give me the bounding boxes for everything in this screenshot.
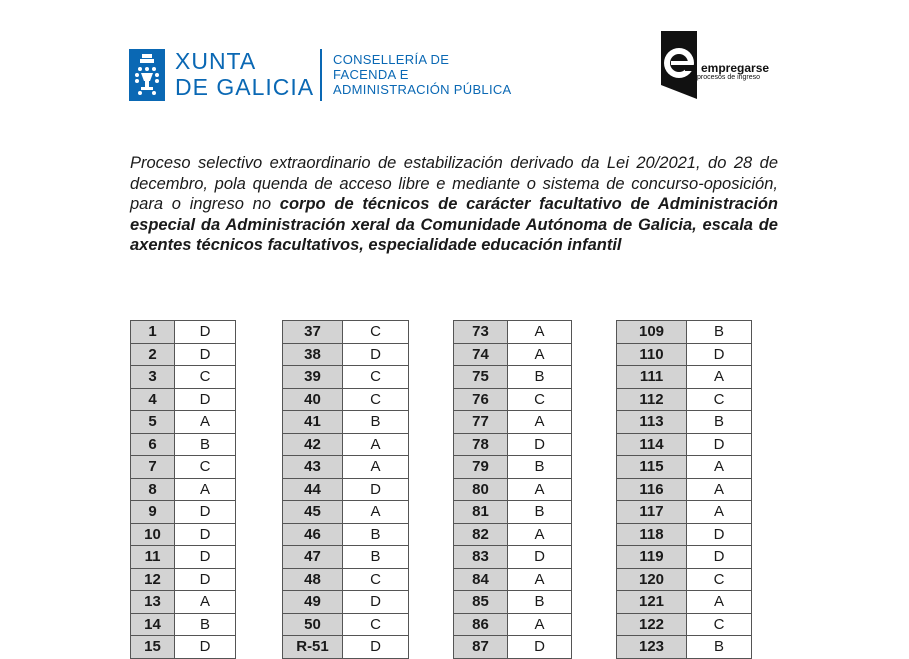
question-number: 120: [617, 568, 687, 591]
answer-row: [283, 388, 409, 411]
question-number: 77: [454, 411, 508, 434]
answer-row: [283, 636, 409, 659]
answer-row: [131, 388, 236, 411]
xunta-shield-icon: [129, 49, 165, 101]
answer-letter: A: [508, 523, 572, 546]
answer-letter: C: [343, 568, 409, 591]
answer-row: [131, 501, 236, 524]
answer-letter: B: [508, 591, 572, 614]
question-number: 86: [454, 613, 508, 636]
answer-row: [131, 478, 236, 501]
question-number: 13: [131, 591, 175, 614]
answer-letter: D: [687, 523, 752, 546]
answer-letter: A: [343, 501, 409, 524]
question-number: 41: [283, 411, 343, 434]
answer-letter: D: [343, 343, 409, 366]
answer-row: [617, 501, 752, 524]
answer-letter: C: [508, 388, 572, 411]
question-number: 47: [283, 546, 343, 569]
question-number: 44: [283, 478, 343, 501]
answer-letter: C: [687, 613, 752, 636]
answer-row: [131, 523, 236, 546]
question-number: 39: [283, 366, 343, 389]
question-number: 87: [454, 636, 508, 659]
answer-letter: C: [343, 366, 409, 389]
answer-row: [454, 613, 572, 636]
question-number: 14: [131, 613, 175, 636]
answer-row: [617, 636, 752, 659]
question-number: 9: [131, 501, 175, 524]
answer-letter: B: [508, 456, 572, 479]
answer-row: [131, 613, 236, 636]
empregarse-logo-icon: [657, 29, 701, 99]
answer-row: [454, 478, 572, 501]
answer-row: [454, 366, 572, 389]
answer-row: [283, 478, 409, 501]
answer-letter: A: [175, 591, 236, 614]
answer-row: [283, 613, 409, 636]
answer-letter: D: [175, 523, 236, 546]
answer-row: [454, 456, 572, 479]
answer-letter: A: [687, 501, 752, 524]
answer-row: [454, 568, 572, 591]
answer-letter: D: [508, 636, 572, 659]
question-number: 113: [617, 411, 687, 434]
question-number: 50: [283, 613, 343, 636]
answer-letter: D: [687, 343, 752, 366]
question-number: 1: [131, 321, 175, 344]
question-number: 5: [131, 411, 175, 434]
answer-row: [283, 321, 409, 344]
question-number: 49: [283, 591, 343, 614]
answer-letter: D: [343, 591, 409, 614]
answer-letter: D: [508, 433, 572, 456]
question-number: 74: [454, 343, 508, 366]
answer-row: [283, 433, 409, 456]
answer-letter: B: [508, 366, 572, 389]
question-number: 121: [617, 591, 687, 614]
answer-row: [283, 568, 409, 591]
answer-row: [131, 546, 236, 569]
conselleria-name: [333, 52, 512, 97]
question-number: 6: [131, 433, 175, 456]
answer-letter: A: [687, 591, 752, 614]
answer-letter: D: [175, 546, 236, 569]
answer-letter: D: [508, 546, 572, 569]
answer-letter: B: [687, 636, 752, 659]
answer-row: [131, 591, 236, 614]
answer-row: [131, 568, 236, 591]
answer-letter: A: [508, 568, 572, 591]
question-number: 75: [454, 366, 508, 389]
question-number: 116: [617, 478, 687, 501]
answer-letter: D: [687, 433, 752, 456]
answer-letter: D: [343, 478, 409, 501]
answer-row: [131, 411, 236, 434]
answer-letter: D: [175, 636, 236, 659]
answer-letter: C: [343, 321, 409, 344]
question-number: 45: [283, 501, 343, 524]
xunta-de-galicia-wordmark: [175, 48, 314, 100]
answer-row: [131, 456, 236, 479]
question-number: 2: [131, 343, 175, 366]
answer-row: [454, 321, 572, 344]
answer-letter: D: [175, 388, 236, 411]
answer-letter: B: [175, 433, 236, 456]
question-number: 110: [617, 343, 687, 366]
answer-row: [283, 523, 409, 546]
answer-letter: C: [343, 613, 409, 636]
conselleria-line-1: CONSELLERÍA DE: [333, 52, 450, 67]
answer-letter: B: [175, 613, 236, 636]
question-number: 12: [131, 568, 175, 591]
process-description: [130, 153, 778, 256]
answer-row: [283, 546, 409, 569]
answer-row: [131, 433, 236, 456]
question-number: 46: [283, 523, 343, 546]
question-number: 82: [454, 523, 508, 546]
answer-letter: A: [175, 411, 236, 434]
question-number: 115: [617, 456, 687, 479]
question-number: 8: [131, 478, 175, 501]
answer-row: [617, 366, 752, 389]
answer-row: [454, 591, 572, 614]
answer-letter: D: [175, 321, 236, 344]
answer-letter: C: [175, 456, 236, 479]
question-number: 15: [131, 636, 175, 659]
answer-row: [283, 456, 409, 479]
answer-row: [283, 411, 409, 434]
answer-letter: D: [175, 501, 236, 524]
answers-table-3: [453, 320, 572, 659]
answer-row: [283, 343, 409, 366]
question-number: R-51: [283, 636, 343, 659]
answer-row: [283, 501, 409, 524]
answer-row: [617, 613, 752, 636]
answer-letter: B: [687, 411, 752, 434]
question-number: 84: [454, 568, 508, 591]
answer-letter: D: [343, 636, 409, 659]
question-number: 81: [454, 501, 508, 524]
question-number: 7: [131, 456, 175, 479]
question-number: 10: [131, 523, 175, 546]
question-number: 80: [454, 478, 508, 501]
process-description-plain: Proceso selectivo extraordinario de estabilización derivado da Lei 20/2021, do 28 de decembro, pola quenda de acceso libre e mediante o sistema de concurso-oposición, para o ingreso no: [130, 154, 778, 213]
answers-table-1: [130, 320, 236, 659]
answers-table-4: [616, 320, 752, 659]
answer-letter: C: [687, 568, 752, 591]
answer-row: [131, 636, 236, 659]
answer-letter: A: [508, 478, 572, 501]
question-number: 109: [617, 321, 687, 344]
question-number: 40: [283, 388, 343, 411]
question-number: 114: [617, 433, 687, 456]
answer-row: [617, 456, 752, 479]
answer-row: [617, 411, 752, 434]
answer-row: [617, 433, 752, 456]
answer-letter: C: [687, 388, 752, 411]
answer-row: [617, 321, 752, 344]
answer-letter: A: [508, 321, 572, 344]
answer-row: [283, 591, 409, 614]
answer-letter: A: [508, 411, 572, 434]
answer-letter: A: [343, 456, 409, 479]
question-number: 38: [283, 343, 343, 366]
answer-row: [617, 546, 752, 569]
question-number: 122: [617, 613, 687, 636]
answer-row: [617, 343, 752, 366]
answer-letter: C: [175, 366, 236, 389]
answer-letter: B: [508, 501, 572, 524]
answer-letter: A: [175, 478, 236, 501]
question-number: 11: [131, 546, 175, 569]
answer-row: [617, 388, 752, 411]
question-number: 85: [454, 591, 508, 614]
question-number: 43: [283, 456, 343, 479]
answer-row: [131, 321, 236, 344]
question-number: 112: [617, 388, 687, 411]
answer-letter: D: [175, 343, 236, 366]
header-divider: [320, 49, 322, 101]
answer-row: [454, 523, 572, 546]
question-number: 111: [617, 366, 687, 389]
question-number: 76: [454, 388, 508, 411]
process-description-bold: corpo de técnicos de carácter facultativo de Administración especial da Administración xeral da Comunidade Autónoma de Galicia, escala de axentes técnicos facultativos, especialidade educación infantil: [130, 195, 778, 254]
answer-row: [617, 591, 752, 614]
answer-letter: B: [687, 321, 752, 344]
answer-letter: A: [343, 433, 409, 456]
answer-row: [617, 478, 752, 501]
answer-row: [454, 411, 572, 434]
xunta-line-2: DE GALICIA: [175, 74, 315, 100]
question-number: 3: [131, 366, 175, 389]
question-number: 73: [454, 321, 508, 344]
xunta-emblem-icon: [129, 49, 165, 101]
question-number: 48: [283, 568, 343, 591]
question-number: 118: [617, 523, 687, 546]
question-number: 79: [454, 456, 508, 479]
question-number: 37: [283, 321, 343, 344]
empregarse-name: empregarse: [701, 61, 770, 75]
question-number: 78: [454, 433, 508, 456]
answer-row: [454, 501, 572, 524]
answer-row: [617, 568, 752, 591]
answer-letter: D: [687, 546, 752, 569]
answer-row: [454, 636, 572, 659]
question-number: 119: [617, 546, 687, 569]
question-number: 83: [454, 546, 508, 569]
answer-letter: B: [343, 546, 409, 569]
answer-letter: A: [508, 343, 572, 366]
answer-row: [454, 546, 572, 569]
question-number: 42: [283, 433, 343, 456]
empregarse-subtitle: procesos de ingreso: [697, 74, 761, 81]
answer-letter: B: [343, 523, 409, 546]
answer-row: [454, 343, 572, 366]
answer-row: [131, 343, 236, 366]
answer-row: [131, 366, 236, 389]
answer-letter: D: [175, 568, 236, 591]
answer-row: [454, 433, 572, 456]
question-number: 123: [617, 636, 687, 659]
answer-letter: C: [343, 388, 409, 411]
answers-table-2: [282, 320, 409, 659]
answer-letter: A: [687, 366, 752, 389]
conselleria-line-2: FACENDA E: [333, 67, 409, 82]
answer-letter: A: [687, 478, 752, 501]
answer-row: [617, 523, 752, 546]
answer-letter: B: [343, 411, 409, 434]
answer-letter: A: [687, 456, 752, 479]
answer-letter: A: [508, 613, 572, 636]
answer-row: [283, 366, 409, 389]
question-number: 117: [617, 501, 687, 524]
answer-row: [454, 388, 572, 411]
xunta-line-1: XUNTA: [175, 48, 257, 74]
question-number: 4: [131, 388, 175, 411]
conselleria-line-3: ADMINISTRACIÓN PÚBLICA: [333, 82, 512, 97]
